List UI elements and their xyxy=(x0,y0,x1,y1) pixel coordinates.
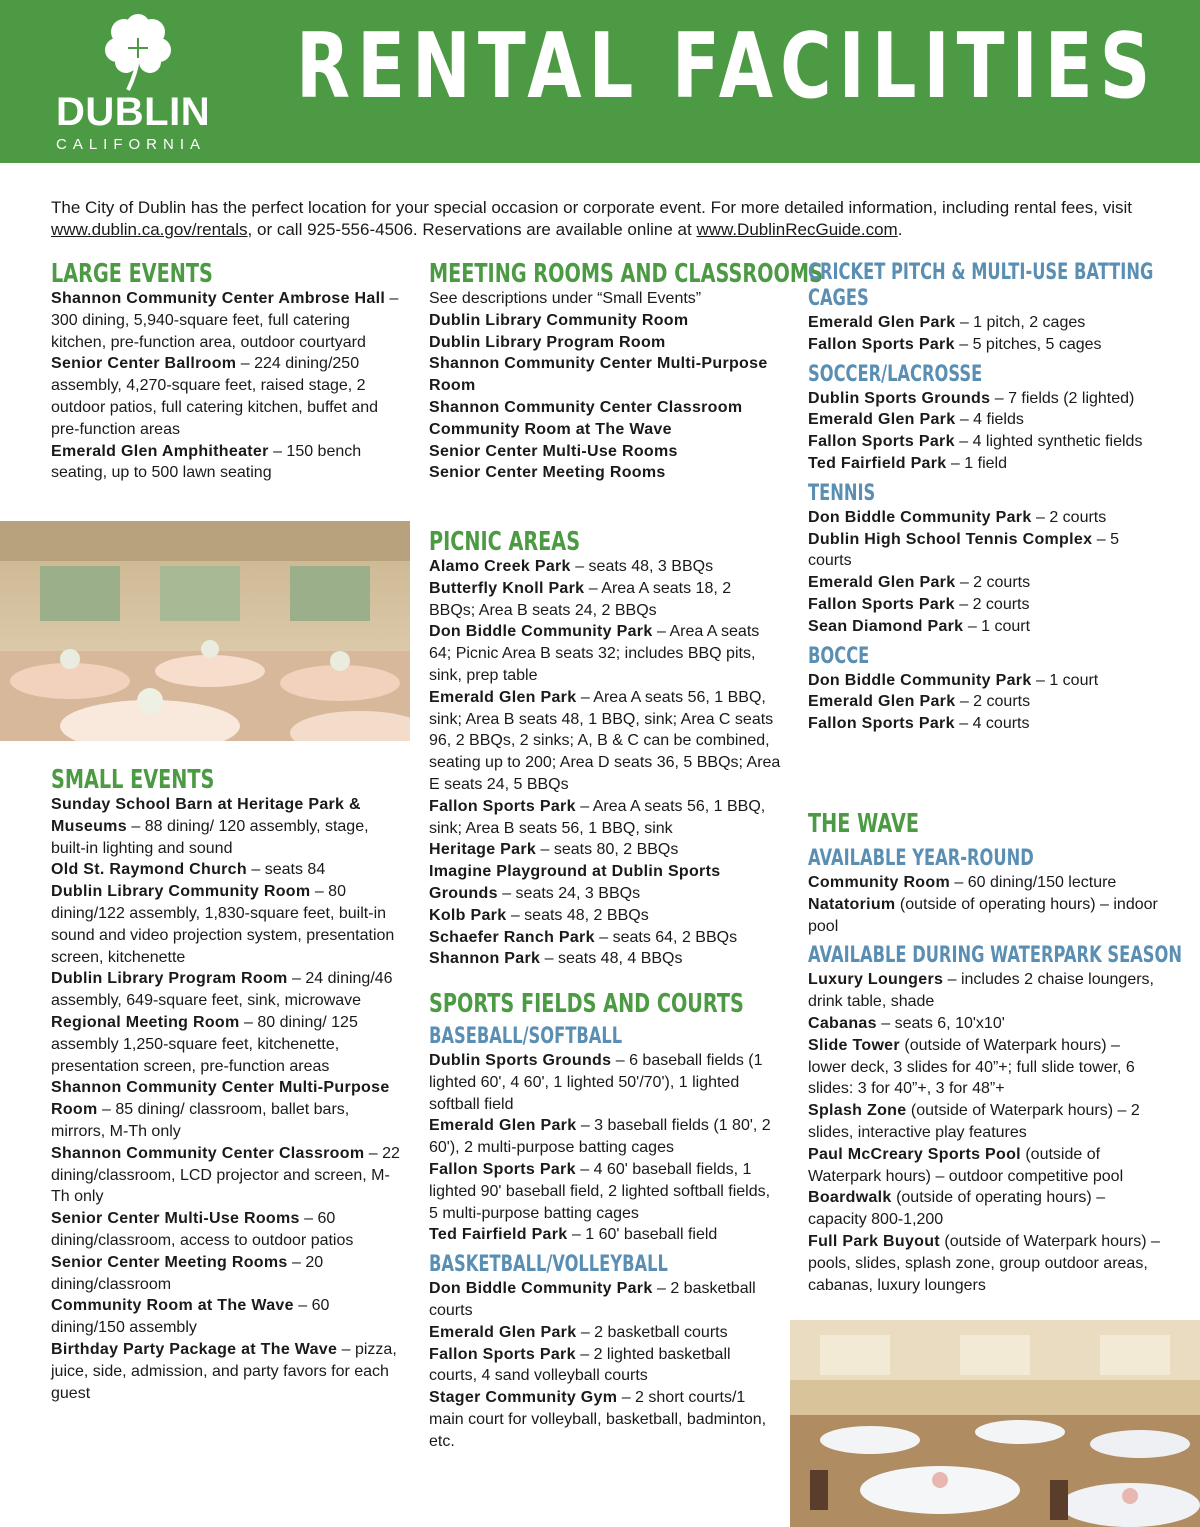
list-item: Emerald Glen Park – 4 fields xyxy=(808,411,1024,429)
small-events-heading: SMALL EVENTS xyxy=(51,765,215,795)
list-item: Schaefer Ranch Park – seats 64, 2 BBQs xyxy=(429,928,738,946)
list-item: Dublin Library Community Room xyxy=(429,311,689,329)
list-item: Dublin High School Tennis Complex – 5 courts xyxy=(808,530,1119,570)
list-item: Natatorium (outside of operating hours) – indoor pool xyxy=(808,895,1158,935)
list-item: Senior Center Ballroom – 224 dining/250 assembly, 4,270-square feet, raised stage, 2 outdoor patios, full catering kitchen, buffet and pre-function areas xyxy=(51,355,379,438)
list-item: Sunday School Barn at Heritage Park & Museums – 88 dining/ 120 assembly, stage, built-in lighting and sound xyxy=(51,796,369,857)
picnic-areas-section xyxy=(429,528,781,970)
list-item: Fallon Sports Park – 5 pitches, 5 cages xyxy=(808,335,1102,353)
list-item: Fallon Sports Park – 2 lighted basketball courts, 4 sand volleyball courts xyxy=(429,1345,731,1385)
cricket-heading: CRICKET PITCH & MULTI-USE BATTING CAGES xyxy=(808,260,1154,311)
header-banner xyxy=(0,0,1200,163)
list-item: Dublin Library Community Room – 80 dining/122 assembly, 1,830-square feet, built-in sound and video projection system, presentation screen, kitchenette xyxy=(51,883,395,966)
list-item: Imagine Playground at Dublin Sports Grounds – seats 24, 3 BBQs xyxy=(429,863,721,902)
tennis-heading: TENNIS xyxy=(808,480,876,506)
sports-heading: SPORTS FIELDS AND COURTS xyxy=(429,989,744,1019)
list-item: Shannon Community Center Classroom xyxy=(429,398,743,416)
large-events-heading: LARGE EVENTS xyxy=(51,259,213,289)
list-item: Luxury Loungers – includes 2 chaise loungers, drink table, shade xyxy=(808,971,1154,1011)
list-item: Fallon Sports Park – 4 courts xyxy=(808,715,1030,733)
banquet-room-photo xyxy=(790,1320,1200,1527)
list-item: Emerald Glen Park – Area A seats 56, 1 BBQ, sink; Area B seats 48, 1 BBQ, sink; Area C seats 96, 2 BBQs, 2 sinks; A, B & C can be combined, seating up to 200; Area D seats 36, 5 BBQs; Area E seats 24, 5 BBQs xyxy=(429,688,781,793)
list-item: Senior Center Meeting Rooms – 20 dining/classroom xyxy=(51,1253,324,1293)
list-item: Emerald Glen Park – 2 basketball courts xyxy=(429,1323,728,1341)
picnic-areas-heading: PICNIC AREAS xyxy=(429,527,581,557)
list-item: Boardwalk (outside of operating hours) – capacity 800-1,200 xyxy=(808,1189,1106,1229)
intro-text-3: . xyxy=(897,220,903,239)
small-events-section xyxy=(51,766,403,1404)
list-item: Fallon Sports Park – Area A seats 56, 1 BBQ, sink; Area B seats 56, 1 BBQ, sink xyxy=(429,797,766,837)
list-item: Shannon Community Center Classroom – 22 dining/classroom, LCD projector and screen, M-Th only xyxy=(51,1144,400,1206)
list-item: Don Biddle Community Park – Area A seats 64; Picnic Area B seats 32; includes BBQ pits, sink, prep table xyxy=(429,623,760,684)
list-item: Senior Center Multi-Use Rooms xyxy=(429,442,678,460)
list-item: Shannon Community Center Multi-Purpose Room xyxy=(429,355,768,395)
year-round-heading: AVAILABLE YEAR-ROUND xyxy=(808,846,1034,871)
list-item: Senior Center Meeting Rooms xyxy=(429,464,666,482)
shamrock-icon xyxy=(98,14,178,92)
list-item: Butterfly Knoll Park – Area A seats 18, 2 BBQs; Area B seats 24, 2 BBQs xyxy=(429,579,732,619)
bocce-heading: BOCCE xyxy=(808,643,870,669)
list-item: Senior Center Multi-Use Rooms – 60 dining/classroom, access to outdoor patios xyxy=(51,1210,354,1249)
list-item: Shannon Park – seats 48, 4 BBQs xyxy=(429,950,683,968)
ballroom-photo xyxy=(0,521,410,741)
meeting-rooms-heading: MEETING ROOMS AND CLASSROOMS xyxy=(429,259,823,289)
list-item: Kolb Park – seats 48, 2 BBQs xyxy=(429,906,649,924)
list-item: Dublin Sports Grounds – 6 baseball fields (1 lighted 60', 4 60', 1 lighted 50'/70'), 1 lighted softball field xyxy=(429,1052,763,1113)
list-item: Heritage Park – seats 80, 2 BBQs xyxy=(429,841,679,859)
list-item: Sean Diamond Park – 1 court xyxy=(808,617,1031,635)
basketball-heading: BASKETBALL/VOLLEYBALL xyxy=(429,1252,668,1278)
logo-subtitle: CALIFORNIA xyxy=(56,136,207,153)
list-item: Alamo Creek Park – seats 48, 3 BBQs xyxy=(429,558,714,575)
intro-text-2: , or call 925-556-4506. Reservations are available online at xyxy=(247,220,697,239)
list-item: Slide Tower (outside of Waterpark hours) – lower deck, 3 slides for 40”+; full slide tower, 6 slides: 3 for 40”+, 3 for 48”+ xyxy=(808,1036,1135,1098)
baseball-heading: BASEBALL/SOFTBALL xyxy=(429,1024,623,1049)
waterpark-heading: AVAILABLE DURING WATERPARK SEASON xyxy=(808,943,1182,969)
list-item: Full Park Buyout (outside of Waterpark hours) – pools, slides, splash zone, group outdoor areas, cabanas, luxury loungers xyxy=(808,1232,1160,1294)
meeting-rooms-note: See descriptions under “Small Events” xyxy=(429,290,702,307)
list-item: Fallon Sports Park – 2 courts xyxy=(808,595,1030,613)
list-item: Fallon Sports Park – 4 lighted synthetic fields xyxy=(808,433,1143,451)
page-title: RENTAL FACILITIES xyxy=(296,14,1158,119)
list-item: Dublin Library Program Room xyxy=(429,333,666,351)
list-item: Fallon Sports Park – 4 60' baseball fields, 1 lighted 90' baseball field, 2 lighted softball fields, 5 multi-purpose batting cages xyxy=(429,1160,771,1222)
sports-section xyxy=(429,990,781,1453)
list-item: Old St. Raymond Church – seats 84 xyxy=(51,861,326,879)
the-wave-heading: THE WAVE xyxy=(808,809,920,839)
list-item: Community Room at The Wave xyxy=(429,420,672,438)
recguide-link[interactable]: www.DublinRecGuide.com xyxy=(696,220,898,239)
list-item: Shannon Community Center Multi-Purpose Room – 85 dining/ classroom, ballet bars, mirrors, M-Th only xyxy=(51,1079,390,1140)
list-item: Don Biddle Community Park – 2 courts xyxy=(808,508,1107,526)
list-item: Emerald Glen Park – 2 courts xyxy=(808,693,1031,711)
intro-text-1: The City of Dublin has the perfect location for your special occasion or corporate event. For more detailed information, including rental fees, visit xyxy=(51,198,1132,217)
list-item: Splash Zone (outside of Waterpark hours) – 2 slides, interactive play features xyxy=(808,1102,1140,1141)
list-item: Ted Fairfield Park – 1 60' baseball field xyxy=(429,1226,718,1244)
intro-paragraph xyxy=(51,197,1161,241)
meeting-rooms-section xyxy=(429,259,823,484)
large-events-section xyxy=(51,260,403,484)
list-item: Dublin Sports Grounds – 7 fields (2 lighted) xyxy=(808,389,1135,407)
list-item: Birthday Party Package at The Wave – pizza, juice, side, admission, and party favors for each guest xyxy=(51,1340,397,1402)
list-item: Community Room – 60 dining/150 lecture xyxy=(808,874,1117,891)
list-item: Ted Fairfield Park – 1 field xyxy=(808,454,1007,472)
dublin-logo[interactable] xyxy=(50,14,225,154)
list-item: Dublin Library Program Room – 24 dining/46 assembly, 649-square feet, sink, microwave xyxy=(51,970,393,1010)
list-item: Emerald Glen Park – 1 pitch, 2 cages xyxy=(808,314,1086,331)
list-item: Emerald Glen Park – 2 courts xyxy=(808,574,1031,592)
list-item: Shannon Community Center Ambrose Hall – 300 dining, 5,940-square feet, full catering kitchen, pre-function area, outdoor courtyard xyxy=(51,290,399,351)
list-item: Don Biddle Community Park – 1 court xyxy=(808,671,1099,689)
list-item: Paul McCreary Sports Pool (outside of Waterpark hours) – outdoor competitive pool xyxy=(808,1145,1124,1185)
list-item: Cabanas – seats 6, 10'x10' xyxy=(808,1014,1005,1032)
list-item: Regional Meeting Room – 80 dining/ 125 assembly 1,250-square feet, kitchenette, presentation screen, pre-function areas xyxy=(51,1013,358,1075)
list-item: Emerald Glen Amphitheater – 150 bench seating, up to 500 lawn seating xyxy=(51,442,362,482)
list-item: Don Biddle Community Park – 2 basketball courts xyxy=(429,1280,756,1319)
list-item: Stager Community Gym – 2 short courts/1 main court for volleyball, basketball, badminton, etc. xyxy=(429,1389,767,1450)
list-item: Community Room at The Wave – 60 dining/150 assembly xyxy=(51,1297,330,1337)
sports-continued-section xyxy=(808,260,1160,735)
the-wave-section xyxy=(808,809,1182,1296)
list-item: Emerald Glen Park – 3 baseball fields (1 80', 2 60'), 2 multi-purpose batting cages xyxy=(429,1117,771,1157)
rentals-link[interactable]: www.dublin.ca.gov/rentals xyxy=(51,220,248,239)
logo-name: DUBLIN xyxy=(56,90,211,134)
soccer-heading: SOCCER/LACROSSE xyxy=(808,361,983,387)
